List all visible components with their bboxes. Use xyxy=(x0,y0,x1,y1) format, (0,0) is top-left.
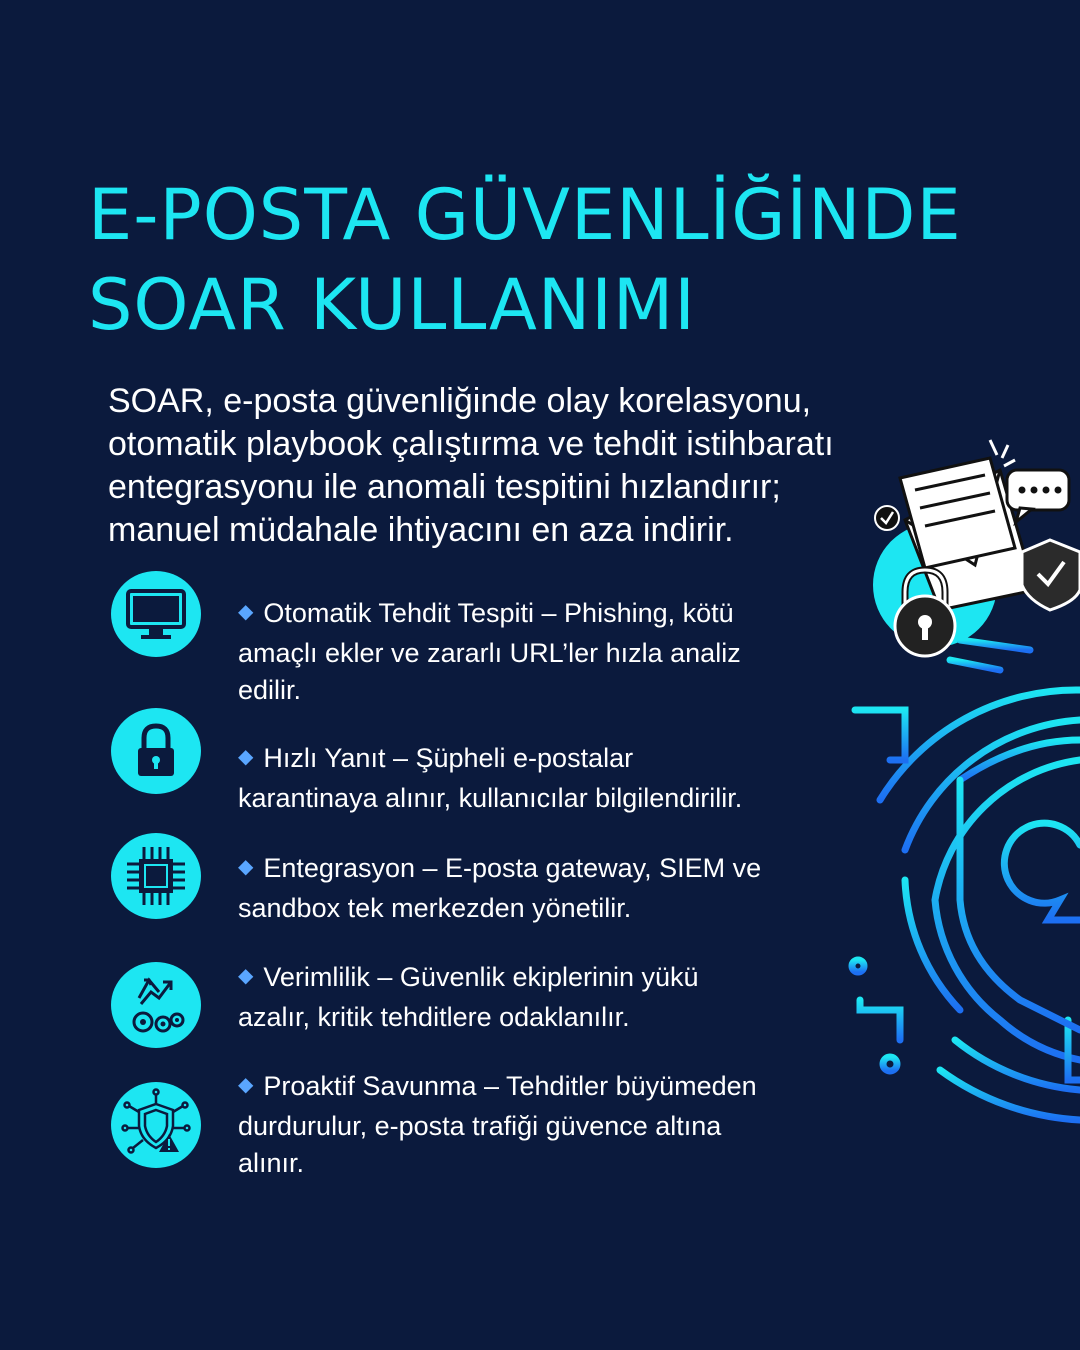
feature-line: karantinaya alınır, kullanıcılar bilgilendirilir. xyxy=(238,783,743,813)
growth-gears-icon xyxy=(111,962,201,1048)
feature-integration xyxy=(238,850,838,927)
feature-efficiency xyxy=(238,959,838,1036)
feature-line: ◆ Proaktif Savunma – Tehditler büyümeden xyxy=(238,1071,757,1101)
feature-threat-detection xyxy=(238,595,838,709)
bullet-diamond-icon: ◆ xyxy=(238,965,254,987)
monitor-icon xyxy=(111,571,201,657)
chat-bubble-icon xyxy=(1007,470,1069,522)
intro-line-3: entegrasyonu ile anomali tespitini hızlandırır; xyxy=(108,468,781,506)
feature-proactive-defense xyxy=(238,1068,838,1182)
bullet-diamond-icon: ◆ xyxy=(238,746,254,768)
feature-line: durdurulur, e-posta trafiği güvence altına xyxy=(238,1111,722,1141)
circuit-lock-graphic xyxy=(852,640,1080,1120)
bullet-diamond-icon: ◆ xyxy=(238,601,254,623)
feature-line: sandbox tek merkezden yönetilir. xyxy=(238,893,632,923)
shield-check-icon xyxy=(1022,540,1080,610)
feature-line: ◆ Otomatik Tehdit Tespiti – Phishing, kötü xyxy=(238,598,734,628)
intro-line-2: otomatik playbook çalıştırma ve tehdit istihbaratı xyxy=(108,425,834,463)
intro-line-4: manuel müdahale ihtiyacını en aza indirir. xyxy=(108,511,734,549)
feature-line: ◆ Entegrasyon – E-posta gateway, SIEM ve xyxy=(238,853,762,883)
bullet-diamond-icon: ◆ xyxy=(238,856,254,878)
feature-line: edilir. xyxy=(238,675,302,705)
chip-icon xyxy=(111,833,201,919)
title-line-1: E-POSTA GÜVENLİĞİNDE xyxy=(88,174,962,256)
feature-line: azalır, kritik tehditlere odaklanılır. xyxy=(238,1002,630,1032)
intro-line-1: SOAR, e-posta güvenliğinde olay korelasyonu, xyxy=(108,382,812,420)
padlock-icon xyxy=(111,708,201,794)
feature-line: ◆ Verimlilik – Güvenlik ekiplerinin yükü xyxy=(238,962,699,992)
feature-fast-response xyxy=(238,740,838,817)
feature-line: alınır. xyxy=(238,1148,305,1178)
title-line-2: SOAR KULLANIMI xyxy=(88,264,696,346)
shield-network-icon xyxy=(111,1082,201,1168)
feature-line: ◆ Hızlı Yanıt – Şüpheli e-postalar xyxy=(238,743,634,773)
feature-line: amaçlı ekler ve zararlı URL’ler hızla analiz xyxy=(238,638,741,668)
bullet-diamond-icon: ◆ xyxy=(238,1074,254,1096)
